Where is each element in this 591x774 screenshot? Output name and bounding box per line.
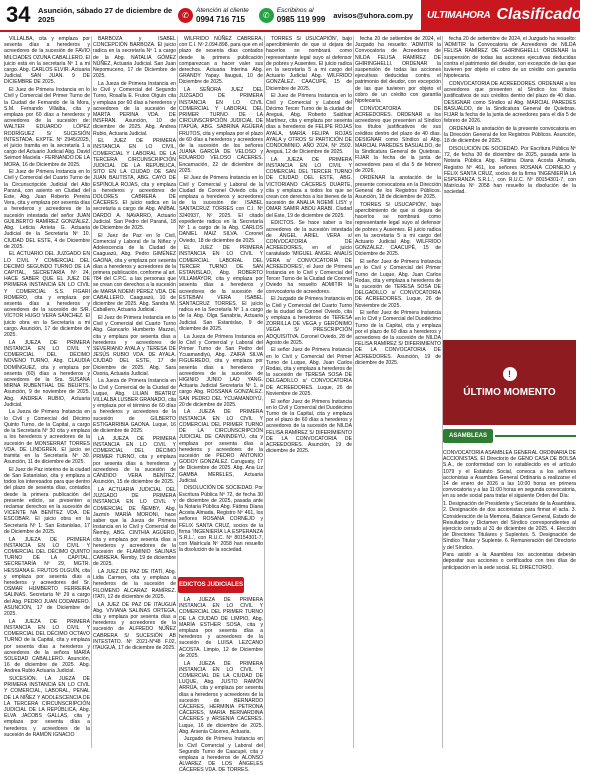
whatsapp-icon: ✆ (259, 8, 274, 23)
notice: El señor Juez de Primera Instancia en lo Civil y Comercial del Primer Turno de Luque, Abg. Juan Carlos Rodas, cita y emplaza a herederos de la sucesión de TERESA SOSA DE DELGADILLO s/ CONVOCATORIA DE ACREEDORES. Luque, 26 de Noviembre de 2025. (266, 347, 352, 397)
notice: El Juez de Paz interino de la ciudad de San Estanislao, cita y emplaza a todos los interesados para que dentro del plazo de sesenta días, contados desde la primera publicación del presente edicto, se presenten a reclamar derechos en la sucesión de VICENTE NA BENÍTEZ VDA. DE ESCOBAR. El juicio obra en la Secretaría Nº 1. San Estanislao, 17 de Diciembre de 2025. (4, 466, 90, 535)
notice: ORDENAR la anotación de la presente convocatoria en la Dirección General de los Registros Públicos. Asunción, 18 de diciembre de 2025. (444, 125, 576, 145)
column-6-top (444, 36, 576, 336)
notice: El Juez de Primera Instancia en lo Civil y Comercial y Laboral de la Ciudad de Coronel Oviedo cita y emplaza a herederos y acreedores de la sucesión de: ISABEL SANTACRUZ TORRES con C.I. Nº 3240937, Nº 2025. El citado expediente radica en la Secretaría Nº 1 a cargo de la Abg. CARLOS DANIEL MAIZ SILVA. Coronel Oviedo, 18 de diciembre de 2025. (179, 175, 263, 244)
notice: WILFRIDO NÚÑEZ CABRERA, con C.I. Nº 2.094.898, para que en el plazo de sesenta días contados desde la primera publicación comparezcan a hacer valer sus derechos. Actuaria Interina Abg. GRANDY Yapay. Itauguá, 10 de Diciembre de 2025. (179, 36, 263, 86)
notice: El Juez de Primera Instancia en lo Civil y Comercial y Laboral del Décimo Tercer Turno de la ciudad de Areguá, Abg. Roberto Saldívar Martínez, cita y emplaza por sesenta días a herederos de FELIPE ROJAS AYALA, MARÍA FELIPA ROJAS AYALA y OTROS S/ PARTICIÓN DE CONDOMINIO. AÑO 2024, Nº 2502. Areguá, 12 de Diciembre de 2025. (266, 93, 352, 156)
notice: LA JUEZ DE PAZ DE ITAUGUÁ Abg. VIVIANA SALINAS ORTEGA, cita y emplaza por sesenta días a herederos y acreedores de la sucesión de ALFREDO NÚÑEZ CABRERA S/ SUCESIÓN AB INTESTATO. Nº 2021-N*48 F.02, ITAUGUÁ, 17 de diciembre de 2025. (93, 601, 176, 651)
notice: 1. Designación de Presidente y Secretario de la Asamblea. 2. Designación de dos accionistas para firmar el acta. 3. Consideración de la Memoria, Balance General, Estado de Resultados y Dictamen del Síndico correspondientes al ejercicio cerrado al 31 de diciembre de 2025. 4. Elección de Directores Titulares y Suplentes. 5. Designación de Síndico Titular y Suplente. 6. Remuneración del Directorio y del Síndico. (443, 501, 576, 551)
contact-label: Escribinos al (276, 7, 314, 14)
notice: TORRES S/ USUCAPIÓN', bajo apercibimiento de que si dejara de hacerlos se nombrará como representante legal suyo al defensor de pobres y Ausentes. El juicio radica en la secretaría 5 a mi cargo del Actuario Judicial Abg. WILFRIDO GONZÁLEZ. CAACUPÉ, 15 de Diciembre de 2025. (266, 36, 352, 92)
notice: El señor Juez de Primera Instancia en lo Civil y Comercial del Duodécimo Turno de la Capital, cita y emplaza por el plazo de 60 días a herederos y acreedores de la sucesión de NILDA FELISA RAMÍREZ S/ DIFERIMIENTO DE LA CONVOCATORIA DE ACREEDORES. Asunción, 19 de diciembre de 2025. (355, 310, 441, 366)
column-divider (177, 36, 178, 748)
asambleas-rule (495, 435, 576, 437)
notice: EL JUEZ DE PRIMERA INSTANCIA EN LO CIVIL, COMERCIAL Y LABORAL DE LA TERCERA CIRCUNSCRIPCIÓN JUDICIAL DE LA REPÚBLICA, SITO EN LA CIUDAD DE SAN JUAN BAUTISTA, ABG. CAYO DE ESPÍNOLA ROJAS, cita y emplaza a herederos y acreedores de DOLORES CABRERA DE CÁCERES. El juicio radica en la secretaría a cargo de Abg. ANÍBAL DARDO A. NAVARRO, Actuario Judicial. San Pedro del Paraná, 18 de Diciembre de 2025. (93, 138, 176, 232)
section-banner (421, 0, 591, 30)
notice: El señor Juez de Primera Instancia en lo Civil y Comercial del Duodécimo Turno de la Capital, cita y emplaza por el plazo de 60 días a herederos y acreedores de la sucesión de NILDA FELISA RAMÍREZ S/ DIFERIMIENTO DE LA CONVOCATORIA DE ACREEDORES. Asunción, 19 de diciembre de 2025. (266, 398, 352, 455)
email-address[interactable]: avisos@uhora.com.py (333, 10, 414, 20)
header-divider (0, 30, 580, 32)
notice: CONVOCATORIA ASAMBLEA GENERAL ORDINARIA DE ACCIONISTAS. El Directorio de GENO CASA DE BOLSA S.A., de conformidad con lo establecido en el artículo 1079 y el Estatuto Social, convoca a los señores accionistas a Asamblea General Ordinaria a realizarse el 14 de enero de 2026 a las 10:00 horas en primera convocatoria y a las 11:00 horas en segunda convocatoria, en su sede social para tratar el siguiente Orden del Día: (443, 450, 576, 500)
whatsapp-contact (259, 6, 326, 24)
notice: SUCESIÓN. LA JUEZA DE PRIMERA INSTANCIA EN LO CIVIL Y COMERCIAL, LABORAL, PENAL DE LA NIÑEZ Y ADOLESCENCIA DE LA TERCERA CIRCUNSCRIPCIÓN JUDICIAL DE LA REPÚBLICA, Abg. ELVA JACOBS GALLAS, cita y emplaza por sesenta días a herederos y acreedores de la sucesión de RAMÓN IGNACIO (4, 676, 90, 738)
column-divider (91, 36, 92, 748)
notice: La Jueza de Primera Instancia en lo Civil y Comercial del Segundo Turno, Rosalía E. Frutos Olguín cita y emplaza por 60 días a herederos y acreedores de la sucesión de MARTA PERINA VDA. DE INSFRAN. Asunción, 10 de diciembre de 2025. Abg. Andrea Rubio, Actuaria Judicial. (93, 80, 176, 137)
notice: LA JUEZA DE PRIMERA INSTANCIA EN LO CIVIL Y COMERCIAL DEL DÉCIMO PRIMER TURNO, cita y emplaza por sesenta días a herederos y acreedores de la sucesión de CÁNDIDO VERA BENÍTEZ. Asunción, 15 de diciembre de 2025. (93, 435, 176, 486)
edictos-judiciales-badge: EDICTOS JUDICIALES (178, 577, 244, 593)
notice: CONVOCATORIA DE ACREEDORES. ORDENAR a los acreedores que presenten al Síndico los títulos justificativos de sus créditos dentro del plazo de 40 días. DESIGNAR como Síndico al Abg. MARCIAL PAREDES BASUALDO, de la Sindicatura General de Quiebras. FIJAR la fecha de la junta de acreedores para el día 5 de febrero de 2026. (355, 105, 441, 174)
ultimo-momento-box[interactable] (443, 340, 576, 425)
contact-label: Atención al cliente (196, 7, 249, 14)
page-header (0, 0, 591, 30)
notice: TORRES S/ USUCAPIÓN', bajo apercibimiento de que si dejara de hacerlos se nombrará como representante legal suyo al defensor de pobres y Ausentes. El juicio radica en la secretaría 5 a mi cargo del Actuario Judicial Abg. WILFRIDO GONZÁLEZ. CAACUPÉ, 15 de Diciembre de 2025. (355, 201, 441, 258)
notice: BARBOZA y ISABEL CONCEPCIÓN BARBOZA. El juicio radica en la secretaría Nº 1 a cargo de la Abg. NATALIA GÓMEZ NÚÑEZ, Actuaria Judicial. San Juan Nepomuceno, 17 de Diciembre de 2025. (93, 36, 176, 80)
notice: DISOLUCIÓN DE SOCIEDAD. Por Escritura Pública Nº 72, de fecha 30 de diciembre de 2025, pasada ante la Notaria Pública Abg. Fátima Diana Acosta Almada, Registro Nº 461, los señores ROSANA CORNEJO y FÉLIX SANTA CRUZ, socios de la firma 'INGENIERÍA LA ESPERANZA S.R.L.', con R.U.C. Nº 80154301-7, con Matrícula Nº 2058 han resuelto la disolución de la sociedad. (444, 145, 576, 196)
page-number: 34 (6, 2, 31, 27)
asambleas-column (443, 450, 576, 748)
notice: El Juez de Paz en lo Civil, Comercial y Laboral de la Niñez y Adolescencia de la Ciudad de Caaguazú, Abg. Pedro GIMÉNEZ GAONA, cita y emplaza por sesenta días a herederos y acreedores de la primera publicación, conforme al art. 784 del C.P.C. a las personas que se crean con derechos a la sucesión de MARIA NOEMI PÉREZ VDA. DE CABALLERO. Caaguazú, 10 de diciembre de 2025. Abg. Sandra M. Caballero, Actuaria Judicial. (93, 232, 176, 314)
notice: LA JUEZA DE PRIMERA INSTANCIA EN LO CIVIL Y COMERCIAL DEL PRIMER TURNO DE LA CIUDAD DE LIMPIO, Abg. MARÍA ESTHER SOSA, cita y emplaza por sesenta días a herederos y acreedores de la sucesión de LUISA LEZCANO ACOSTA. Limpio, 12 de Diciembre de 2025. (179, 597, 263, 659)
column-3-lower (179, 597, 263, 774)
column-divider (264, 36, 265, 748)
notice: Juzgado de Primera Instancia en lo Civil Comercial y Laboral del Segundo Turno de Caacupé, cita y emplaza a herederos de ALONSO ÁLVAREZ DE LOS ÁNGELES CÁCERES VDA. DE TORRES. (179, 736, 263, 774)
notice: LA JUEZA DE PRIMERA INSTANCIA EN LO CIVIL Y COMERCIAL DEL DÉCIMO NOVENO TURNO, Abg. CLAUDIA DOMÍNGUEZ, cita y emplaza por sesenta (60) días a herederos y acreedores de la Sra. SUSANA MIRNA RUBENTHAL DE BEURTS. Asunción, 9 de noviembre de 2025. Abg. ANDREA RUBIO, Actuaria Judicial. (4, 339, 90, 408)
contact-phone[interactable]: 0994 716 715 (196, 15, 245, 24)
notice: LA SEÑORA JUEZ DEL JUZGADO DE PRIMERA INSTANCIA EN LO CIVIL COMERCIAL Y LABORAL DEL PRIMER TURNO DE LA CIRCUNSCRIPCIÓN JUDICIAL DE ITAPÚA, ABG. SABRINA AGÜERA FRUTOS, cita y emplaza por el plazo de 60 días a herederos y acreedores de la sucesión de los señores JUANA GARCÍA DE VELOSO y EDUARDO VELOSO CÁCERES. Encarnación, 22 de diciembre de 2025. (179, 87, 263, 174)
notice: CONVOCATORIA DE ACREEDORES. ORDENAR a los acreedores que presenten al Síndico los títulos justificativos de sus créditos dentro del plazo de 40 días. DESIGNAR como Síndico al Abg. MARCIAL PAREDES BASUALDO, de la Sindicatura General de Quiebras. FIJAR la fecha de la junta de acreedores para el día 5 de febrero de 2026. (444, 80, 576, 125)
notice: El Juez de Primera Instancia en lo Civil y Comercial del Primer Turno de la Ciudad de Fernando de la Mora, S.M. Fernando Villalba, cita y emplaza por 60 días a herederos y acreedores de la sucesión de: WALTER EDUARDO LÓPEZ RODRÍGUEZ S/ SUCESIÓN INTESTADA, EXPTE. Nº 2945/2025, el juicio tramita en la secretaría 1 a cargo del Actuario Judicial Abg. David Seimori Maciela - FERNANDO DE LA MORA, 16 de Diciembre de 2025. (4, 87, 90, 168)
notice: LA JUEZA DE PRIMERA INSTANCIA EN LO CIVIL Y COMERCIAL DEL DÉCIMO QUINTO TURNO DE LA CAPITAL, SECRETARÍA Nº 29, MGTR. HESSIANA E. FRUTOS OLGUÍN, cita y emplaza por sesenta días a herederos y acreedores del Sr. OSMAR HUMBERTO FERREIRA SALINAS. Secretaría Nº 29 a cargo del Abg. PEDRO JUAN CODAMERO. ASUNCIÓN, 17 de Diciembre de 2025. (4, 536, 90, 617)
notice: Para asistir a la Asamblea los accionistas deberán depositar sus acciones o certificados con tres días de anticipación en la sede social. EL DIRECTORIO. (443, 552, 576, 571)
page-date: Asunción, sábado 27 de diciembre de 2025 (38, 6, 173, 24)
notice: La Jueza de Primera Instancia en lo Civil y Comercial de la Ciudad de Luque, Abg. LILIAN BEATRIZ VILLALBA LUSBER GRANADO, cita y emplaza por el término de 60 días a herederos y acreedores de la sucesión de GILBERTO ESTIGARRIBIA GAONA. Luque, 16 de diciembre de 2025. (93, 378, 176, 435)
column-3 (179, 36, 263, 574)
brand-logo: ULTIMAHORA (427, 9, 491, 21)
notice: EL ACTUARIO DEL JUZGADO EN LO CIVIL Y COMERCIAL DEL DECIMO SEGUNDO TURNO DE LA CAPITAL, SECRETARÍA Nº 24, HACE SABER QUE EL JUEZ DE PRIMERA INSTANCIA EN LO CIVIL Y COMERCIAL S.S. FIGARI ROMERO, cita y emplaza por sesenta días a herederos y acreedores de la sucesión de S/R. VÍCTOR HUGO VERA SÁNCHEZ. El juicio obra en la Secretaría a mi cargo. Asunción, 17 de diciembre de 2025. (4, 251, 90, 339)
notice: LA JUEZ DE PAZ DE ITATI, Abg. Lidia Carmen, cita y emplaza a herederos de la sucesión de FILOMENO ALCARAZ RAMÍREZ. ITATI, 12 de diciembre de 2025. (93, 569, 176, 600)
notice: VILLALBA, cita y emplaza por sesenta días a herederos y acreedores de la sucesión de FAVIO MILCIADES OZUNA CABALLERO. El juicio está en la secretaría Nº 1 a mi cargo. Abg. CARLOS ELVIR. Actuaria Judicial. SAN JUAN. 9 DE DICIEMBRE DE 2025. (4, 36, 90, 86)
ultimo-momento-label: ÚLTIMO MOMENTO (463, 387, 556, 398)
customer-service-contact (178, 6, 249, 24)
notice: LA ACTUARIA JUDICIAL DEL JUZGADO DE PRIMERA INSTANCIA EN LO CIVIL Y COMERCIAL DE ÑEMBY, Abg. Jazmín MARÍA MORONI, hace saber que la Jueza de Primera Instancia en lo Civil y Comercial de Ñemby, ABG. CINTHIA AGÜERO, cita y emplaza por sesenta días a herederos y acreedores de la sucesión de FLAMINIO SALINAS CABRERA. Ñemby, 19 de diciembre de 2025. (93, 486, 176, 568)
phone-icon: ✆ (178, 8, 193, 23)
column-1 (4, 36, 90, 748)
notice: LA JUEZA DE PRIMERA INSTANCIA EN LO CIVIL Y COMERCIAL DE LA CIUDAD DE LUQUE, Abg. JUSTO RAMÓN ARRÚA, cita y emplaza por sesenta días a herederos y acreedores de la sucesión de BERNARDO CÁCERES, HERMINIA PETRONA CÁCERES, MARIA BERNARDINA CÁCERES y ARSENIA CACERES. Luque, 16 de diciembre de 2025. Abg. Arsenia Cáceres, Actuaria. (179, 660, 263, 735)
contact-phone[interactable]: 0985 119 999 (276, 15, 326, 24)
notice: El Juez de Primera Instancia en lo Civil y Comercial del Cuarto Turno Abg. Giancarlo Humberto Mazzei, cita y emplaza por sesenta días a herederos y acreedores de SEVERIANO AYALA y TERESA DE JESÚS RUBIO VDA. DE AYALA. CIUDAD DEL ESTE, 17 de Diciembre de 2025. Abg. Sara Osoria, Actuaria Judicial. (93, 314, 176, 377)
notice: ORDENAR la anotación de la presente convocatoria en la Dirección General de los Registros Públicos. Asunción, 18 de diciembre de 2025. (355, 175, 441, 201)
notice: El Juez de Primera Instancia en lo Civil y Comercial del Cuarto Turno de la Circunscripción Judicial del Alto Paraná, con asiento en Ciudad del Este, Abg. Juan Roberto Pereira Vera, cita y emplaza por sesenta días a herederos y acreedores de la sucesión intestada del señor JUAN GUILBERTO RAMÍREZ GONZÁLEZ. Abg. Leticia Arrieta G. Actuaria Judicial de la Secretaría Nº 10. CIUDAD DEL ESTE, 4 de Diciembre de 2025. (4, 169, 90, 250)
notice: LA JUEZA DE PRIMERA INSTANCIA EN LO CIVIL Y COMERCIAL DEL TERCER TURNO DE CIUDAD DEL ESTE, ABG. VICTORIANO CÁCERES DUARTE, cita y emplaza a todos los que se crean con derechos a los bienes de la sucesión de ANALIA NOEMÍ LISY y OMAR SAMIR ABOU ARABI. Ciudad del Este, 19 de diciembre de 2025. (266, 156, 352, 219)
column-divider (353, 36, 354, 748)
notice: LA JUEZA DE PRIMERA INSTANCIA EN LO CIVIL Y COMERCIAL DEL PRIMER TURNO DE LA CIRCUNSCRIPCIÓN JUDICIAL DE CANINDEYÚ, cita y emplaza por sesenta días a herederos y acreedores de la sucesión de PEDRO ANTONIO GODOY GONZÁLEZ. Curuguaty, 17 de Diciembre de 2025. Abg. Ana Liz GAMBA MERELES, Actuaria Judicial. (179, 409, 263, 484)
notice: LA JUEZA DE PRIMERA INSTANCIA EN LO CIVIL Y COMERCIAL DEL DÉCIMO OCTAVO TURNO de la Capital, cita y emplaza por sesenta días a herederos y acreedores de la señora MARÍA SOLEDAD CABALLERO. Asunción, 16 de diciembre de 2025. Abg. Andrea Rubio Actuaria Judicial. (4, 618, 90, 675)
notice: El señor Juez de Primera Instancia en lo Civil y Comercial del Primer Turno de Luque, Abg. Juan Carlos Rodas, cita y emplaza a herederos de la sucesión de TERESA SOSA DE DELGADILLO s/ CONVOCATORIA DE ACREEDORES. Luque, 26 de Noviembre de 2025. (355, 259, 441, 309)
asambleas-badge: ASAMBLEAS (443, 429, 493, 443)
notice: La Jueza de Primera Instancia en lo Civil y Comercial del Décimo Quinto Turno, de la Capital, a cargo de la Secretaría Nº 30 cita y emplaza a los herederos y acreedores de la sucesión de MONSERRAT TORRES VDA. DE LINDGREN. El juicio se tramita en la Secretaría Nº 30. Asunción, 11 de diciembre de 2025. (4, 409, 90, 466)
notice: La Jueza de Primera Instancia en lo Civil y Comercial y Laboral del Primer Turno de San Pedro del Ycuamandiyú, Abg. ZAIRA SILVA FIGUEREDO, cita y emplaza por sesenta días a herederos y acreedores de la sucesión de HIGINIO JUNIO LAO YANG. Actuaria Judicial Secretaría Nº 1, a cargo Abg. ROSSANA GONZÁLEZ. SAN PEDRO DEL YCUAMANDIYÚ, 20 de diciembre de 2025. (179, 333, 263, 408)
notice: EDICTOS. Se hace saber a los acreedores de la sucesión intestada de ÁNGEL ARIEL VERA s/ CONVOCATORIA DE ACREEDORES, en el juicio caratulado 'MIGUEL ÁNGEL ANALÍS VERA s/ CONVOCATORIA DE ACREEDORES', el Juez de Primera Instancia en lo Civil y Comercial del Tercer Turno de la Ciudad de Coronel Oviedo ha resuelto ADMITIR la convocatoria de acreedores. (266, 220, 352, 295)
section-title: Clasificados (496, 6, 591, 23)
notice: EL JUEZ DE PRIMERA INSTANCIA EN LO CIVIL Y COMERCIAL LABORAL DEL TERCER TURNO DE SAN ESTANISLAO, Abg. ROBERTO VILLAMAYOR, cita y emplaza por sesenta días a herederos y acreedores de la sucesión de ESTEBAN VERA ISABEL SANTACRUZ TORRES. El juicio radica en la Secretaría Nº 1 a cargo de la Abg. Olga Sanabria, Actuaria Judicial. San Estanislao, 9 de diciembre de 2025. (179, 245, 263, 332)
column-4 (266, 36, 352, 748)
alert-icon: ! (503, 367, 517, 381)
column-2 (93, 36, 176, 748)
column-5 (355, 36, 441, 748)
notice: fecha 20 de setiembre de 2024, el Juzgado ha resuelto: 'ADMITIR la Convocatoria de Acreedores de NILDA FELISA RAMÍREZ DE GHIRINGHELLI. ORDENAR la suspensión de todas las acciones ejecutivas deducidas contra el patrimonio del deudor, con excepción de las que tuvieren por objeto el cobro de un crédito con garantía hipotecaria. (444, 36, 576, 80)
notice: fecha 20 de setiembre de 2024, el Juzgado ha resuelto: 'ADMITIR la Convocatoria de Acreedores de NILDA FELISA RAMÍREZ DE GHIRINGHELLI. ORDENAR la suspensión de todas las acciones ejecutivas deducidas contra el patrimonio del deudor, con excepción de las que tuvieren por objeto el cobro de un crédito con garantía hipotecaria. (355, 36, 441, 105)
notice: El Juzgado de Primera Instancia en lo Civil y Comercial del Cuarto Turno de la ciudad de Coronel Oviedo, cita y emplaza a herederos de TERESA ZORRILLA DE VEGA y GERÓNIMO VEGA S/ PRESCRIPCIÓN ADQUISITIVA. Coronel Oviedo, 28 de Agosto de 2025. (266, 296, 352, 346)
asambleas-header (443, 427, 576, 445)
notice: DISOLUCIÓN DE SOCIEDAD. Por Escritura Pública Nº 72, de fecha 30 de diciembre de 2025, pasada ante la Notaria Pública Abg. Fátima Diana Acosta Almada, Registro Nº 461, los señores ROSANA CORNEJO y FÉLIX SANTA CRUZ, socios de la firma 'INGENIERÍA LA ESPERANZA S.R.L.', con R.U.C. Nº 80154301-7, con Matrícula Nº 2058 han resuelto la disolución de la sociedad. (179, 485, 263, 554)
